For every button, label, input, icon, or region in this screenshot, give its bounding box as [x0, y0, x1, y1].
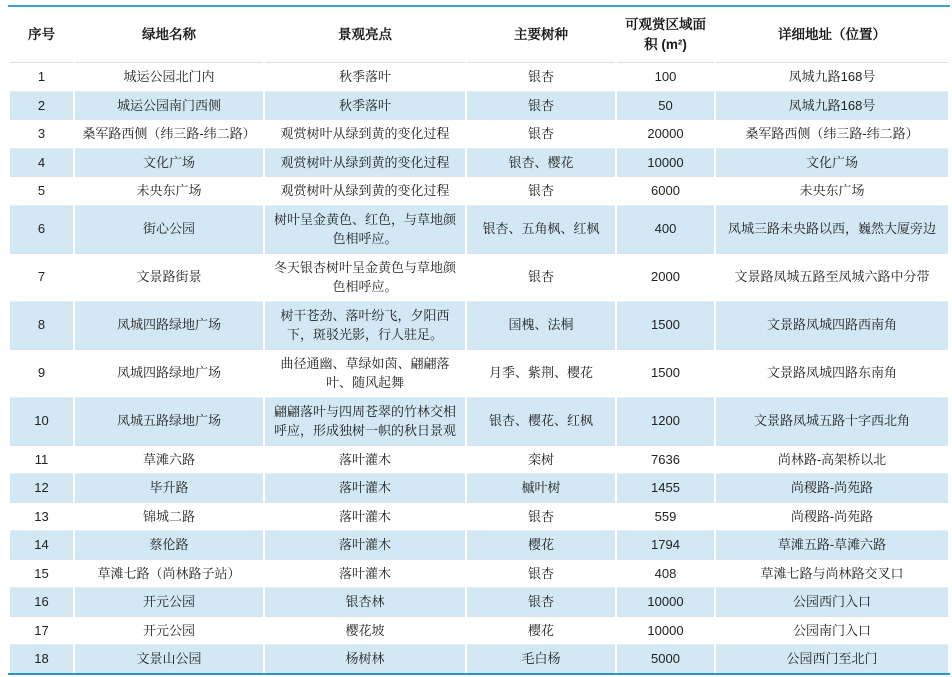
cell-name: 未央东广场 [75, 176, 263, 205]
cell-highlight: 樱花坡 [265, 616, 465, 645]
cell-highlight: 观赏树叶从绿到黄的变化过程 [265, 176, 465, 205]
cell-address: 凤城九路168号 [716, 91, 948, 120]
cell-serial: 4 [10, 148, 73, 177]
table-row [10, 502, 948, 531]
cell-address: 草滩七路与尚林路交叉口 [716, 559, 948, 588]
cell-name: 开元公园 [75, 616, 263, 645]
cell-area: 559 [617, 502, 714, 531]
cell-name: 文景路街景 [75, 253, 263, 301]
cell-address: 未央东广场 [716, 176, 948, 205]
cell-name: 凤城五路绿地广场 [75, 397, 263, 445]
cell-area: 408 [617, 559, 714, 588]
cell-serial: 18 [10, 644, 73, 673]
cell-area: 10000 [617, 148, 714, 177]
cell-address: 文化广场 [716, 148, 948, 177]
column-header-name: 绿地名称 [75, 7, 263, 62]
header-row [10, 7, 948, 62]
cell-name: 文化广场 [75, 148, 263, 177]
cell-area: 20000 [617, 119, 714, 148]
cell-area: 400 [617, 205, 714, 253]
cell-area: 1200 [617, 397, 714, 445]
cell-species: 槭叶树 [467, 473, 615, 502]
cell-serial: 10 [10, 397, 73, 445]
cell-address: 凤城九路168号 [716, 62, 948, 91]
cell-highlight: 冬天银杏树叶呈金黄色与草地颜色相呼应。 [265, 253, 465, 301]
cell-highlight: 曲径通幽、草绿如茵、翩翩落叶、随风起舞 [265, 349, 465, 397]
table-row [10, 148, 948, 177]
cell-name: 草滩六路 [75, 445, 263, 474]
cell-serial: 16 [10, 587, 73, 616]
cell-species: 银杏、樱花、红枫 [467, 397, 615, 445]
table-row [10, 559, 948, 588]
cell-name: 街心公园 [75, 205, 263, 253]
cell-highlight: 树叶呈金黄色、红色，与草地颜色相呼应。 [265, 205, 465, 253]
cell-address: 公园西门至北门 [716, 644, 948, 673]
column-header-serial: 序号 [10, 7, 73, 62]
cell-species: 银杏 [467, 62, 615, 91]
cell-address: 尚稷路-尚苑路 [716, 502, 948, 531]
cell-name: 凤城四路绿地广场 [75, 349, 263, 397]
cell-highlight: 落叶灌木 [265, 445, 465, 474]
cell-name: 城运公园北门内 [75, 62, 263, 91]
cell-highlight: 落叶灌木 [265, 530, 465, 559]
cell-address: 公园南门入口 [716, 616, 948, 645]
column-header-highlight: 景观亮点 [265, 7, 465, 62]
cell-serial: 3 [10, 119, 73, 148]
cell-highlight: 落叶灌木 [265, 473, 465, 502]
cell-species: 银杏 [467, 502, 615, 531]
table-row [10, 253, 948, 301]
cell-serial: 13 [10, 502, 73, 531]
cell-serial: 5 [10, 176, 73, 205]
table-row [10, 349, 948, 397]
cell-species: 银杏 [467, 253, 615, 301]
green-space-table [8, 5, 950, 675]
table-row [10, 119, 948, 148]
cell-address: 文景路凤城四路东南角 [716, 349, 948, 397]
table-row [10, 616, 948, 645]
cell-area: 1500 [617, 349, 714, 397]
cell-name: 文景山公园 [75, 644, 263, 673]
cell-area: 1500 [617, 301, 714, 349]
table-row [10, 62, 948, 91]
cell-address: 尚稷路-尚苑路 [716, 473, 948, 502]
cell-serial: 12 [10, 473, 73, 502]
cell-area: 10000 [617, 616, 714, 645]
cell-serial: 6 [10, 205, 73, 253]
cell-serial: 1 [10, 62, 73, 91]
cell-species: 国槐、法桐 [467, 301, 615, 349]
cell-serial: 15 [10, 559, 73, 588]
cell-address: 凤城三路未央路以西，巍然大厦旁边 [716, 205, 948, 253]
cell-area: 7636 [617, 445, 714, 474]
cell-address: 桑军路西侧（纬三路-纬二路） [716, 119, 948, 148]
table-row [10, 205, 948, 253]
cell-serial: 7 [10, 253, 73, 301]
cell-area: 1455 [617, 473, 714, 502]
cell-address: 文景路凤城五路十字西北角 [716, 397, 948, 445]
cell-name: 蔡伦路 [75, 530, 263, 559]
cell-serial: 11 [10, 445, 73, 474]
cell-name: 开元公园 [75, 587, 263, 616]
cell-species: 月季、紫荆、樱花 [467, 349, 615, 397]
cell-address: 文景路凤城五路至凤城六路中分带 [716, 253, 948, 301]
table-header [10, 7, 948, 62]
table-row [10, 397, 948, 445]
cell-species: 樱花 [467, 530, 615, 559]
cell-species: 银杏、五角枫、红枫 [467, 205, 615, 253]
cell-species: 银杏 [467, 176, 615, 205]
cell-area: 6000 [617, 176, 714, 205]
cell-name: 草滩七路（尚林路子站） [75, 559, 263, 588]
cell-highlight: 秋季落叶 [265, 91, 465, 120]
table-row [10, 301, 948, 349]
cell-species: 毛白杨 [467, 644, 615, 673]
table-body [10, 62, 948, 673]
cell-serial: 9 [10, 349, 73, 397]
cell-address: 尚林路-高架桥以北 [716, 445, 948, 474]
cell-serial: 17 [10, 616, 73, 645]
cell-name: 毕升路 [75, 473, 263, 502]
cell-highlight: 银杏林 [265, 587, 465, 616]
cell-species: 银杏 [467, 587, 615, 616]
table-row [10, 445, 948, 474]
cell-species: 银杏 [467, 91, 615, 120]
cell-name: 城运公园南门西侧 [75, 91, 263, 120]
cell-highlight: 落叶灌木 [265, 502, 465, 531]
table-row [10, 530, 948, 559]
cell-highlight: 秋季落叶 [265, 62, 465, 91]
cell-serial: 2 [10, 91, 73, 120]
cell-area: 5000 [617, 644, 714, 673]
cell-highlight: 杨树林 [265, 644, 465, 673]
cell-species: 银杏 [467, 559, 615, 588]
cell-address: 文景路凤城四路西南角 [716, 301, 948, 349]
table-row [10, 644, 948, 673]
cell-highlight: 观赏树叶从绿到黄的变化过程 [265, 119, 465, 148]
column-header-species: 主要树种 [467, 7, 615, 62]
cell-species: 樱花 [467, 616, 615, 645]
table-row [10, 587, 948, 616]
cell-serial: 8 [10, 301, 73, 349]
cell-highlight: 翩翩落叶与四周苍翠的竹林交相呼应，形成独树一帜的秋日景观 [265, 397, 465, 445]
cell-area: 50 [617, 91, 714, 120]
cell-area: 2000 [617, 253, 714, 301]
cell-area: 1794 [617, 530, 714, 559]
cell-highlight: 观赏树叶从绿到黄的变化过程 [265, 148, 465, 177]
cell-highlight: 落叶灌木 [265, 559, 465, 588]
table-row [10, 91, 948, 120]
cell-species: 银杏 [467, 119, 615, 148]
cell-serial: 14 [10, 530, 73, 559]
cell-species: 银杏、樱花 [467, 148, 615, 177]
column-header-address: 详细地址（位置） [716, 7, 948, 62]
cell-name: 桑军路西侧（纬三路-纬二路） [75, 119, 263, 148]
cell-area: 100 [617, 62, 714, 91]
table-row [10, 473, 948, 502]
cell-address: 草滩五路-草滩六路 [716, 530, 948, 559]
cell-name: 锦城二路 [75, 502, 263, 531]
column-header-area: 可观赏区域面积 (m²) [617, 7, 714, 62]
cell-area: 10000 [617, 587, 714, 616]
cell-address: 公园西门入口 [716, 587, 948, 616]
table-row [10, 176, 948, 205]
cell-highlight: 树干苍劲、落叶纷飞，夕阳西下，斑驳光影，行人驻足。 [265, 301, 465, 349]
cell-species: 栾树 [467, 445, 615, 474]
cell-name: 凤城四路绿地广场 [75, 301, 263, 349]
